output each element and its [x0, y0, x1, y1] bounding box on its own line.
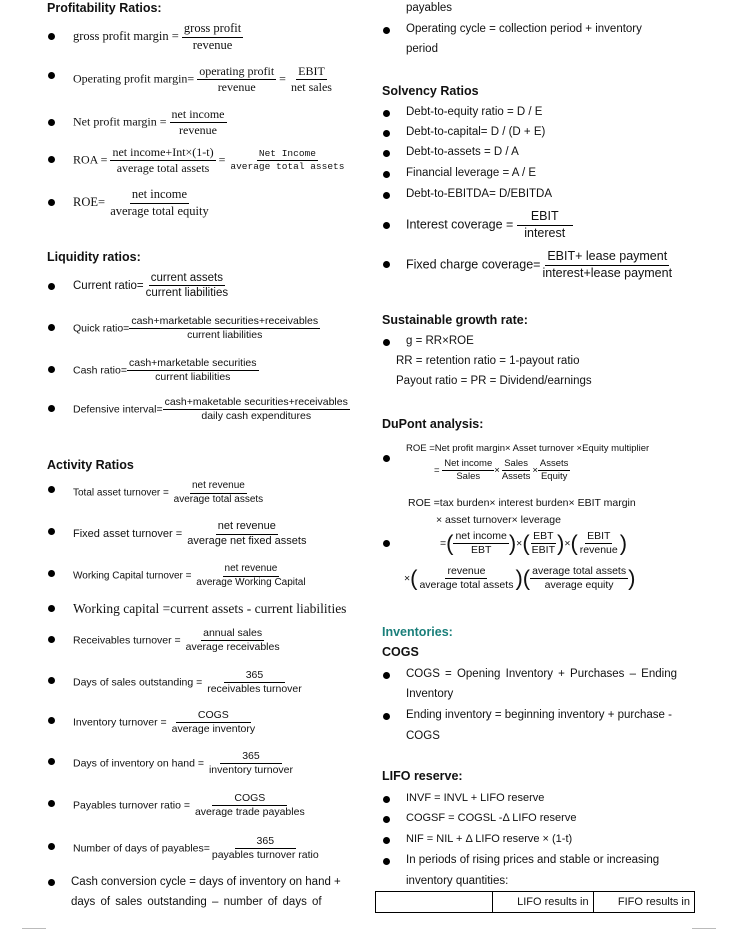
ending-inventory-line1: Ending inventory = beginning inventory + purchase -: [406, 709, 672, 721]
bullet-dot: [48, 758, 55, 765]
numerator: EBIT: [298, 64, 325, 78]
fraction: [517, 209, 573, 241]
total-asset-turnover-formula: [73, 480, 265, 506]
numerator: operating profit: [199, 64, 275, 78]
formula-label: Cash ratio=: [73, 364, 127, 377]
numerator: COGS: [176, 709, 251, 723]
formula-label: ROE=: [73, 195, 106, 209]
gross-profit-margin-formula: [73, 21, 243, 53]
formula-label: Fixed charge coverage=: [406, 257, 541, 272]
lifo-fifo-table: [375, 891, 695, 913]
formula-label: Net profit margin =: [73, 114, 167, 129]
bullet-dot: [48, 119, 55, 126]
bullet-dot: [383, 27, 390, 34]
denominator: average equity: [544, 579, 614, 592]
bullet-dot: [383, 171, 390, 178]
numerator: cash+marketable securities+receivables: [129, 315, 320, 329]
numerator: net revenue: [223, 563, 280, 577]
formula-label: Receivables turnover =: [73, 634, 181, 647]
formula-label: Number of days of payables=: [73, 842, 210, 855]
denominator: inventory turnover: [208, 764, 294, 777]
numerator: Assets: [539, 458, 569, 469]
numerator: EBIT: [585, 530, 612, 544]
operating-cycle-line1: Operating cycle = collection period + inventory: [406, 23, 642, 35]
numerator: net income: [171, 107, 225, 121]
bullet-dot: [383, 222, 390, 229]
growth-heading: Sustainable growth rate:: [382, 313, 528, 327]
numerator: cash+marketable securities: [127, 357, 259, 371]
bullet-dot: [383, 455, 390, 462]
payables-turnover-formula: [73, 792, 307, 819]
numerator: revenue: [445, 565, 487, 579]
lifo-heading: LIFO reserve:: [382, 769, 463, 783]
denominator: average total assets: [230, 161, 345, 172]
rising-prices-line1: In periods of rising prices and stable or increasing: [406, 854, 660, 866]
table-row: [376, 892, 695, 913]
days-sales-outstanding-formula: [73, 669, 304, 696]
bullet-dot: [383, 339, 390, 346]
bullet-dot: [48, 72, 55, 79]
fraction: [170, 107, 227, 138]
solvency-heading: Solvency Ratios: [382, 84, 479, 98]
bullet-dot: [48, 156, 55, 163]
inventories-heading: Inventories:: [382, 625, 453, 639]
fraction: [578, 530, 620, 557]
formula-label: Quick ratio=: [73, 322, 130, 335]
numerator: EBIT+ lease payment: [545, 249, 669, 266]
numerator: 365: [235, 835, 297, 849]
retention-ratio: RR = retention ratio = 1-payout ratio: [396, 355, 580, 367]
fraction: [540, 249, 674, 281]
formula-label: Working Capital turnover =: [73, 570, 192, 582]
cogs-heading: COGS: [382, 645, 419, 659]
bullet-dot: [48, 528, 55, 535]
dupont-heading: DuPont analysis:: [382, 417, 484, 431]
bullet-dot: [383, 130, 390, 137]
formula-label: Total asset turnover =: [73, 487, 169, 499]
fraction: [417, 565, 515, 592]
bullet-dot: [48, 199, 55, 206]
fraction: [453, 530, 508, 557]
denominator: net sales: [290, 80, 332, 94]
fraction: [530, 530, 557, 557]
denominator: average total assets: [116, 161, 210, 175]
bullet-dot: [383, 858, 390, 865]
profitability-heading: Profitability Ratios:: [47, 1, 162, 15]
numerator: gross profit: [182, 21, 243, 38]
fraction: [127, 357, 259, 384]
table-header-cell: [376, 892, 493, 913]
rising-prices-line2: inventory quantities:: [406, 875, 509, 887]
liquidity-heading: Liquidity ratios:: [47, 250, 141, 264]
numerator: current assets: [149, 271, 225, 286]
denominator: revenue: [579, 544, 618, 557]
bullet-dot: [383, 261, 390, 268]
fixed-asset-turnover-formula: [73, 520, 308, 549]
bullet-dot: [48, 677, 55, 684]
numerator: EBT: [531, 530, 555, 544]
fraction: [193, 792, 307, 819]
bullet-dot: [48, 283, 55, 290]
fraction: [289, 64, 334, 95]
operating-cycle-line2: period: [406, 43, 438, 55]
fraction: [197, 64, 276, 95]
bullet-dot: [383, 540, 390, 547]
denominator: EBIT: [531, 544, 555, 557]
working-capital-formula: Working capital =current assets - current liabilities: [73, 601, 347, 616]
formula-label: Inventory turnover =: [73, 716, 167, 729]
fraction: [538, 458, 571, 483]
fraction: [184, 627, 282, 654]
bullet-dot: [48, 843, 55, 850]
numerator: 365: [224, 669, 286, 683]
denominator: Equity: [540, 470, 568, 482]
fraction: [110, 145, 215, 176]
fraction: [170, 709, 257, 736]
debt-to-ebitda: Debt-to-EBITDA= D/EBITDA: [406, 188, 553, 200]
formula-label: Payables turnover ratio =: [73, 799, 191, 812]
cash-conversion-cycle-line1: Cash conversion cycle = days of inventory on hand +: [71, 876, 341, 888]
formula-label: Days of inventory on hand =: [73, 757, 205, 770]
fraction: [442, 458, 494, 483]
operating-profit-margin-formula: Operating profit margin= $\frac{\text{operating profit}}{\text{revenue}}$ = $\frac{\text{EBIT}}{\text{net sales}}$: [73, 64, 332, 94]
denominator: average total assets: [173, 493, 264, 505]
bullet-dot: [383, 150, 390, 157]
bullet-dot: [383, 713, 390, 720]
denominator: current liabilities: [155, 371, 231, 384]
denominator: daily cash expenditures: [201, 410, 312, 423]
dupont-roe-3step: ROE =Net profit margin× Asset turnover ×Equity multiplier: [406, 443, 650, 454]
cogs-formula-line1: COGS = Opening Inventory + Purchases – Ending: [406, 668, 677, 680]
denominator: average net fixed assets: [187, 534, 307, 547]
numerator: average total assets: [530, 565, 628, 579]
bullet-dot: [48, 605, 55, 612]
roa-formula: ROA = $\frac{\text{net income+Int×(1-t)}}{\text{average total assets}}$ = $\frac{\text{Net Income}}{\text{average total assets}}$: [73, 145, 345, 175]
lifo-cogs: COGSF = COGSL -Δ LIFO reserve: [406, 812, 577, 824]
cogs-formula-line2: Inventory: [406, 688, 454, 700]
denominator: current liabilities: [187, 329, 263, 342]
table-header-cell: FIFO results in: [593, 892, 694, 913]
interest-coverage-formula: [406, 209, 573, 241]
numerator: 365: [220, 750, 282, 764]
number-days-payables-formula: [73, 835, 321, 862]
denominator: revenue: [192, 37, 233, 52]
fraction: [129, 315, 320, 342]
cash-conversion-cycle-line2: days of sales outstanding – number of days of: [71, 896, 322, 908]
payout-ratio: Payout ratio = PR = Dividend/earnings: [396, 375, 592, 387]
numerator: cash+maketable securities+receivables: [163, 396, 350, 410]
debt-to-equity: Debt-to-equity ratio = D / E: [406, 106, 543, 118]
formula-label: Current ratio=: [73, 279, 144, 292]
financial-leverage: Financial leverage = A / E: [406, 167, 537, 179]
table-header-cell: LIFO results in: [493, 892, 594, 913]
numerator: Net income: [444, 458, 493, 469]
denominator: average total assets: [419, 579, 514, 592]
receivables-turnover-formula: [73, 627, 282, 654]
net-profit-margin-formula: [73, 107, 227, 138]
formula-label: Fixed asset turnover =: [73, 528, 183, 541]
numerator: COGS: [212, 792, 287, 806]
numerator: net income: [453, 530, 508, 544]
denominator: payables turnover ratio: [211, 849, 319, 862]
fraction: [530, 565, 628, 592]
formula-label: Operating profit margin=: [73, 71, 195, 86]
bullet-dot: [48, 636, 55, 643]
bullet-dot: [48, 366, 55, 373]
fixed-charge-coverage-formula: [406, 249, 674, 281]
lifo-inv: INVF = INVL + LIFO reserve: [406, 792, 545, 804]
formula-label: Interest coverage =: [406, 217, 514, 232]
ending-inventory-line2: COGS: [406, 730, 440, 742]
fraction: [205, 669, 304, 696]
fraction: [194, 563, 307, 589]
denominator: interest: [524, 225, 566, 240]
bullet-dot: [383, 796, 390, 803]
dupont-roe-5step-cont: × asset turnover× leverage: [436, 514, 561, 526]
denominator: average receivables: [185, 641, 280, 654]
denominator: revenue: [179, 123, 218, 137]
quick-ratio-formula: [73, 315, 320, 342]
fraction: [182, 21, 243, 53]
lifo-ni: NIF = NIL + Δ LIFO reserve × (1-t): [406, 833, 573, 845]
bullet-dot: [383, 837, 390, 844]
bullet-dot: [48, 800, 55, 807]
numerator: EBIT: [517, 209, 573, 226]
dupont-5step-row1: =( $\frac{\text{net income}}{\text{EBT}}$ )×( $\frac{\text{EBT}}{\text{EBIT}}$ )×( $\frac{\text{EBIT}}{\text{revenue}}$ ): [440, 530, 628, 557]
numerator: net income+Int×(1-t): [112, 145, 214, 159]
debt-to-assets: Debt-to-assets = D / A: [406, 146, 519, 158]
denominator: interest+lease payment: [542, 265, 673, 280]
numerator: net revenue: [190, 480, 247, 494]
denominator: Sales: [456, 470, 481, 482]
bullet-dot: [48, 879, 55, 886]
numerator: net income: [130, 187, 189, 204]
dupont-roe-5step: ROE =tax burden× interest burden× EBIT margin: [408, 497, 636, 509]
numerator: Net Income: [258, 148, 316, 160]
formula-label: Defensive interval=: [73, 403, 163, 416]
denominator: current liabilities: [145, 287, 229, 300]
bullet-dot: [383, 816, 390, 823]
denominator: Assets: [501, 470, 531, 482]
denominator: revenue: [217, 80, 256, 94]
formula-label: gross profit margin =: [73, 29, 179, 43]
denominator: EBT: [470, 544, 492, 557]
denominator: average trade payables: [194, 806, 305, 819]
dupont-3step-fractions: = $\frac{\text{Net income}}{\text{Sales}}$ × $\frac{\text{Sales}}{\text{Assets}}$ × $\frac{\text{Assets}}{\text{Equity}}$: [434, 458, 569, 482]
dupont-5step-row2: ×( $\frac{\text{revenue}}{\text{average total assets}}$ )( $\frac{\text{average total assets}}{\text{average equity}}$ ): [404, 565, 636, 592]
days-inventory-on-hand-formula: [73, 750, 295, 777]
debt-to-capital: Debt-to-capital= D / (D + E): [406, 126, 546, 138]
inventory-turnover-formula: [73, 709, 257, 736]
current-ratio-formula: [73, 271, 230, 301]
bullet-dot: [48, 324, 55, 331]
fraction: [172, 480, 266, 506]
defensive-interval-formula: [73, 396, 350, 423]
denominator: receivables turnover: [207, 683, 302, 696]
growth-formula: g = RR×ROE: [406, 335, 474, 347]
fraction: [185, 520, 308, 549]
bullet-dot: [48, 570, 55, 577]
numerator: Sales: [504, 458, 528, 469]
bullet-dot: [48, 486, 55, 493]
cash-ratio-formula: [73, 357, 259, 384]
bullet-dot: [48, 33, 55, 40]
numerator: annual sales: [201, 627, 264, 641]
fraction: [207, 750, 295, 777]
working-capital-turnover-formula: [73, 563, 308, 589]
denominator: average Working Capital: [196, 576, 306, 588]
bullet-dot: [48, 717, 55, 724]
formula-label: ROA =: [73, 152, 108, 167]
numerator: net revenue: [216, 520, 278, 535]
fraction: [108, 187, 211, 219]
roe-formula: [73, 187, 211, 219]
formula-label: Days of sales outstanding =: [73, 676, 203, 689]
denominator: average total equity: [110, 203, 209, 218]
denominator: average inventory: [171, 723, 256, 736]
bullet-dot: [383, 672, 390, 679]
fraction: [500, 458, 533, 483]
activity-heading: Activity Ratios: [47, 458, 134, 472]
bullet-dot: [383, 110, 390, 117]
fraction: [163, 396, 350, 423]
bullet-dot: [383, 192, 390, 199]
fraction: [210, 835, 321, 862]
fraction: [228, 148, 346, 173]
fraction: [144, 271, 230, 301]
payables-continuation: payables: [406, 2, 453, 14]
bullet-dot: [48, 405, 55, 412]
